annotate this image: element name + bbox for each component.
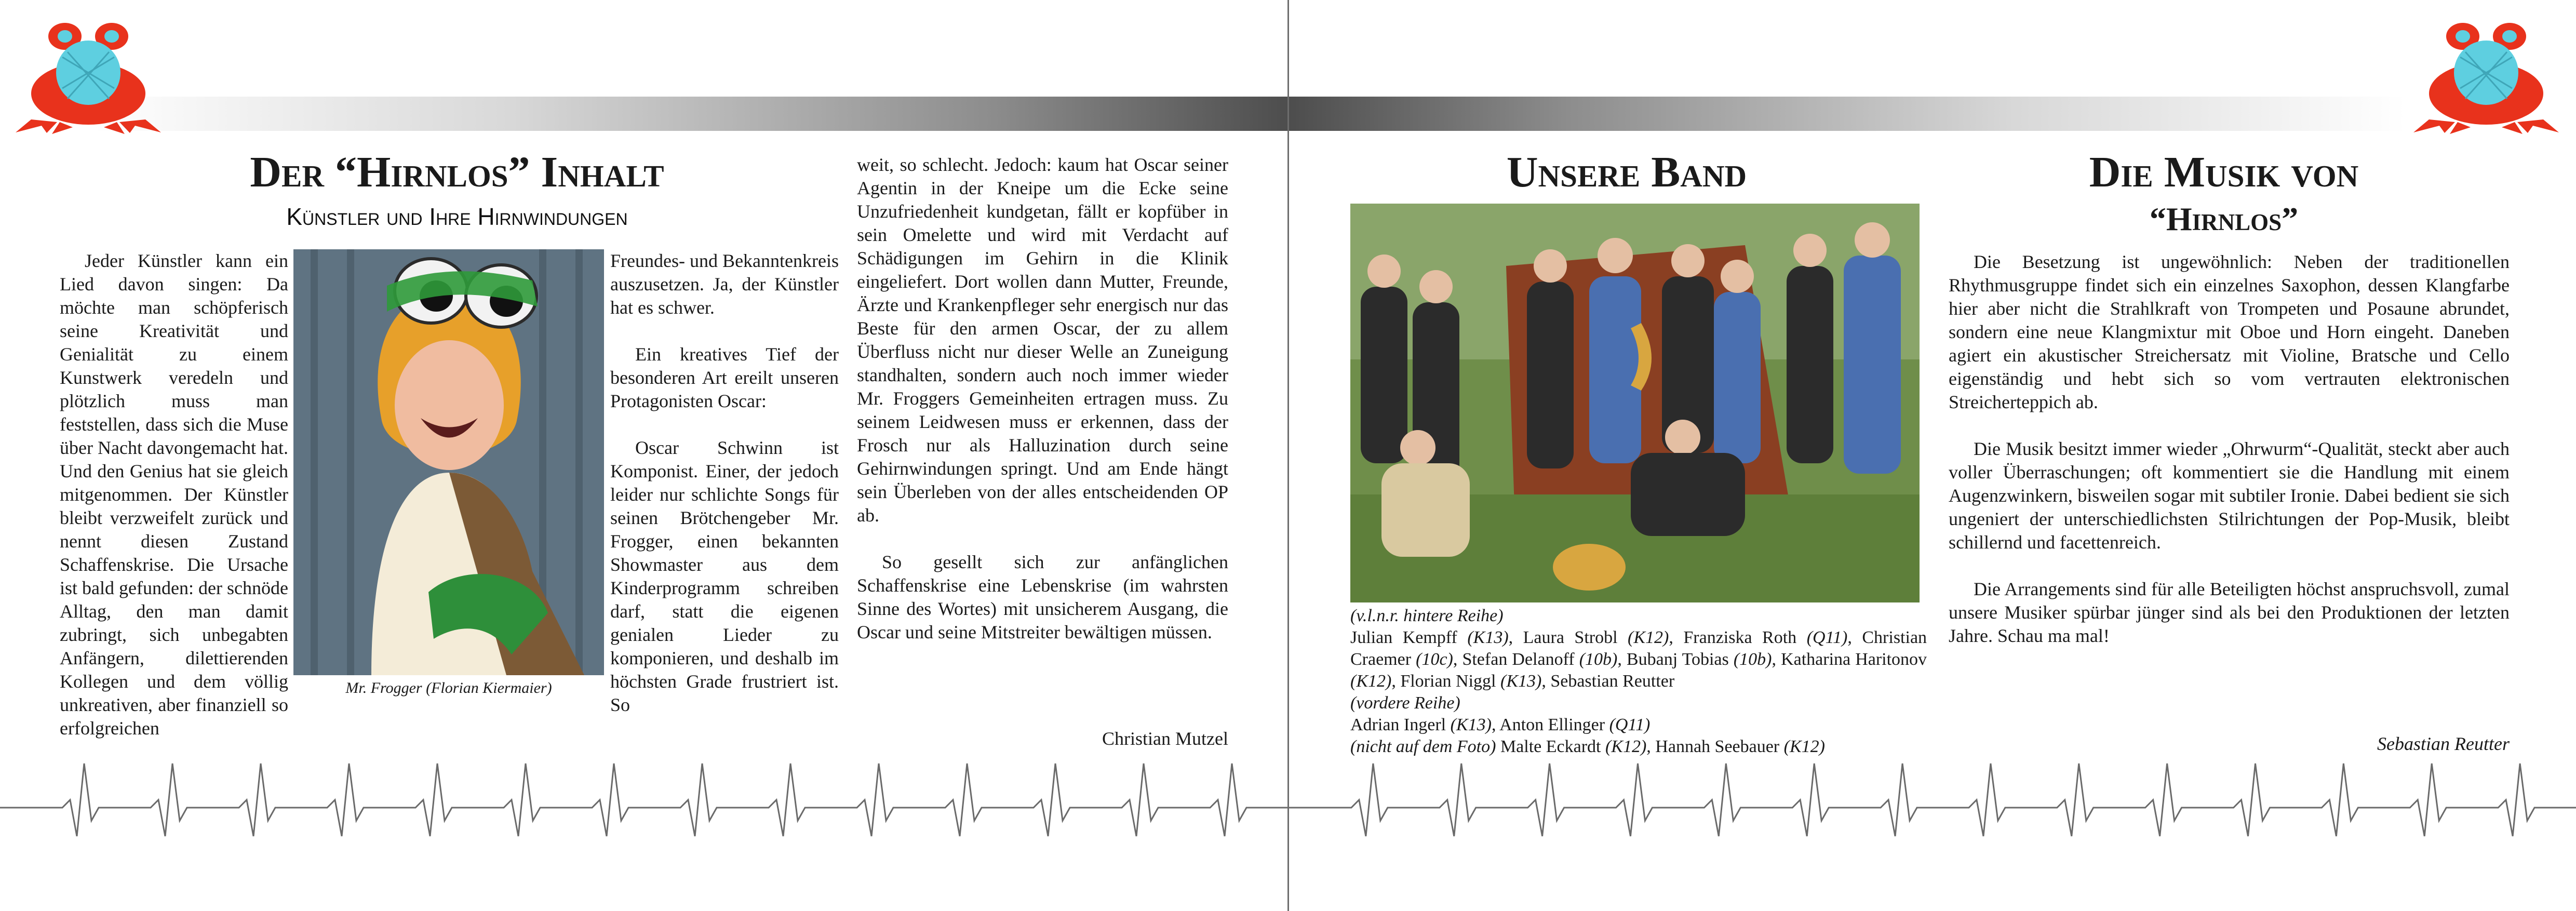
frog-logo-icon	[2408, 16, 2564, 135]
middle-column	[610, 249, 839, 717]
page-subtitle: Künstler und Ihre Hirnwindungen	[286, 203, 628, 230]
paragraph: Die Besetzung ist ungewöhnlich: Neben der traditionellen Rhythmusgruppe findet sich ein einzelnes Saxophon, dessen Klangfarbe hier aber nicht die Strahlkraft von Trompeten und Posaune abrundet, sondern eine neue Klangmixtur mit Oboe und Horn eingeht. Daneben agiert ein akustischer Streichersatz mit Violine, Bratsche und Cello eigenständig und hebt sich so vom vertrauten elektronischen Streicherteppich ab.	[1949, 251, 2510, 412]
paragraph: Freundes- und Bekanntenkreis auszusetzen. Ja, der Künstler hat es schwer.	[610, 250, 839, 318]
heartbeat-line	[1289, 758, 2576, 852]
frogger-costume-image	[293, 249, 604, 675]
paragraph: Ein kreatives Tief der besonderen Art ereilt unseren Protagonisten Oscar:	[610, 344, 839, 411]
signature: Sebastian Reutter	[2377, 733, 2510, 754]
paragraph: So gesellt sich zur anfänglichen Schaffenskrise eine Lebenskrise (im wahrsten Sinne des Wortes) mit unsicherem Ausgang, die Oscar und seine Mitstreiter bewältigen müssen.	[857, 552, 1228, 642]
band-group-image	[1350, 204, 1920, 602]
paragraph: Jeder Künstler kann ein Lied davon singen: Da möchte man schöpferisch seine Kreativität und Genialität zu einem Kunstwerk veredeln und plötzlich muss man feststellen, dass sich die Muse über Nacht davongemacht hat. Und den Genius hat sie gleich mitgenommen. Der Künstler bleibt verzweifelt zurück und nennt diesen Zustand Schaffenskrise. Die Ursache ist bald gefunden: der schnöde Alltag, den man damit zubringt, sich unbegabten Anfängern, dilettierenden Kollegen und dem völlig unkreativen, aber finanziell so erfolgreichen	[60, 250, 288, 739]
paragraph: weit, so schlecht. Jedoch: kaum hat Oscar seiner Agentin in der Kneipe um die Ecke seine Unzufriedenheit kundgetan, fällt er kopfüber in sein Omelette und wird mit Verdacht auf Schädigungen im Gehirn in die Klinik eingeliefert. Dort wollen dann Mutter, Freunde, Ärzte und Krankenpfleger sehr energisch nur das Beste für den armen Oscar, der zu allem Überfluss nicht nur dieser Welle an Zuneigung standhalten, sondern auch noch immer wieder Mr. Froggers Gemeinheiten ertragen muss. Zu seinem Leidwesen muss er erkennen, dass der Frosch nur als Halluzination durch seine Gehirnwindungen springt. Und am Ende hängt sein Überleben von der alles entscheidenden OP ab.	[857, 154, 1228, 526]
right-column	[857, 153, 1228, 644]
heartbeat-line	[0, 758, 1288, 852]
band-photo	[1350, 204, 1920, 602]
music-title: Die Musik von	[2089, 148, 2359, 196]
band-title: Unsere Band	[1506, 148, 1747, 196]
paragraph: Die Musik besitzt immer wieder „Ohrwurm“-Qualität, steckt aber auch voller Überraschungen; oft kommentiert sie die Handlung mit einem Augenzwinkern, bisweilen sogar mit subtiler Ironie. Dabei bedient sie sich ungeniert der unterschiedlichsten Stilrichtungen der Pop-Musik, bleibt schillernd und facettenreich.	[1949, 438, 2510, 553]
music-column	[1949, 250, 2510, 648]
frogger-photo	[293, 249, 604, 675]
credits-back-row: Julian Kempff (K13), Laura Strobl (K12), Franziska Roth (Q11), Christian Craemer (10c), Stefan Delanoff (10b), Bubanj Tobias (10b), Katharina Haritonov (K12), Florian Niggl (K13), Sebastian Reutter	[1350, 628, 1927, 691]
page-title: Der “Hirnlos” Inhalt	[250, 148, 664, 196]
band-credits	[1350, 605, 1927, 758]
credits-absent-row: (nicht auf dem Foto) Malte Eckardt (K12), Hannah Seebauer (K12)	[1350, 737, 1825, 756]
paragraph: Oscar Schwinn ist Komponist. Einer, der jedoch leider nur schlichte Songs für seinen Brötchengeber Mr. Frogger, einen bekannten Showmaster aus dem Kinderprogramm schreiben darf, statt die eigenen genialen Lieder zu komponieren, und deshalb im höchsten Grade frustriert ist. So	[610, 437, 839, 715]
header-gradient-bar	[93, 97, 1288, 131]
credits-label-back: (v.l.n.r. hintere Reihe)	[1350, 606, 1504, 625]
credits-front-row: Adrian Ingerl (K13), Anton Ellinger (Q11)	[1350, 715, 1651, 734]
frog-logo-icon	[10, 16, 166, 135]
credits-label-front: (vordere Reihe)	[1350, 693, 1460, 713]
music-subtitle: “Hirnlos”	[2149, 200, 2299, 237]
intro-column	[60, 249, 288, 740]
paragraph: Die Arrangements sind für alle Beteiligten höchst anspruchsvoll, zumal unsere Musiker spürbar jünger sind als bei den Produktionen der letzten Jahre. Schau ma mal!	[1949, 579, 2510, 646]
right-page	[1289, 0, 2576, 911]
signature: Christian Mutzel	[1102, 728, 1228, 749]
header-gradient-bar	[1289, 97, 2406, 131]
photo-caption: Mr. Frogger (Florian Kiermaier)	[345, 679, 552, 696]
